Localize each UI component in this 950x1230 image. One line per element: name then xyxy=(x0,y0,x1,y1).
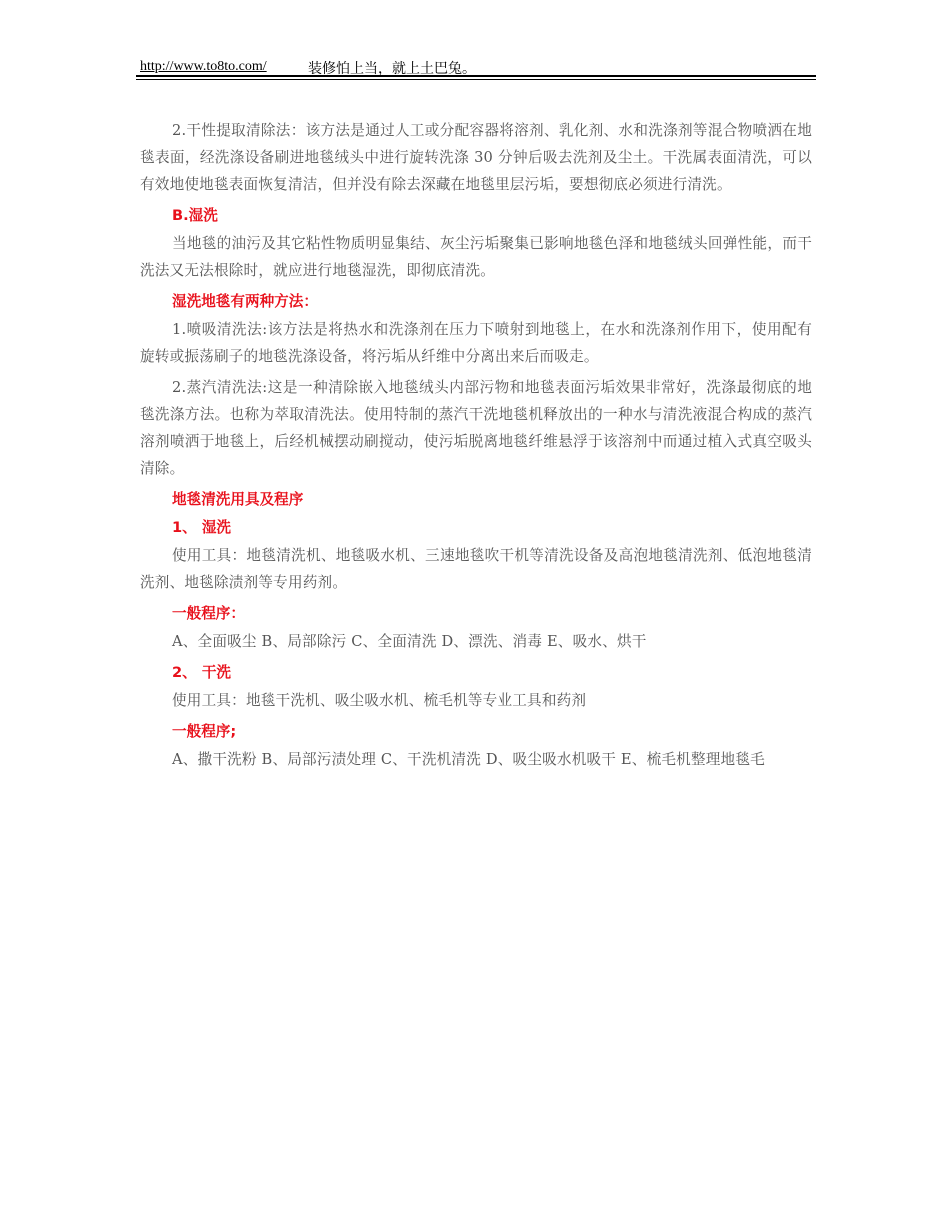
document-body xyxy=(140,117,812,777)
heading-two-wet-methods: 湿洗地毯有两种方法： xyxy=(172,293,318,310)
heading-wet-wash: B.湿洗 xyxy=(172,207,218,224)
paragraph-dry-wash-tools: 使用工具：地毯干洗机、吸尘吸水机、梳毛机等专业工具和药剂 xyxy=(172,692,587,709)
header-rule-thin xyxy=(136,79,816,80)
paragraph-wet-wash-procedure: A、全面吸尘 B、局部除污 C、全面清洗 D、漂洗、消毒 E、吸水、烘干 xyxy=(172,633,647,650)
paragraph-dry-extraction-method: 2.干性提取清除法：该方法是通过人工或分配容器将溶剂、乳化剂、水和洗涤剂等混合物喷洒在地毯表面，经洗涤设备刷进地毯绒头中进行旋转洗涤 30 分钟后吸去洗剂及尘土。干洗属表面清洗，可以有效地使地毯表面恢复清洁，但并没有除去深藏在地毯里层污垢，要想彻底必须进行清洗。 xyxy=(140,122,812,193)
paragraph-wet-wash-intro: 当地毯的油污及其它粘性物质明显集结、灰尘污垢聚集已影响地毯色泽和地毯绒头回弹性能，而干洗法又无法根除时，就应进行地毯湿洗，即彻底清洗。 xyxy=(140,235,812,279)
paragraph-dry-wash-procedure: A、撒干洗粉 B、局部污渍处理 C、干洗机清洗 D、吸尘吸水机吸干 E、梳毛机整理地毯毛 xyxy=(172,751,765,768)
heading-tools-and-procedures: 地毯清洗用具及程序 xyxy=(172,491,304,508)
heading-wet-wash-section: 1、 湿洗 xyxy=(172,519,232,536)
header-rule-thick xyxy=(136,75,816,77)
paragraph-wet-wash-tools: 使用工具：地毯清洗机、地毯吸水机、三速地毯吹干机等清洗设备及高泡地毯清洗剂、低泡地毯清洗剂、地毯除渍剂等专用药剂。 xyxy=(140,547,812,591)
heading-dry-wash-section: 2、 干洗 xyxy=(172,664,232,681)
paragraph-spray-suction-method: 1.喷吸清洗法:该方法是将热水和洗涤剂在压力下喷射到地毯上，在水和洗涤剂作用下，使用配有旋转或振荡刷子的地毯洗涤设备，将污垢从纤维中分离出来后而吸走。 xyxy=(140,321,812,365)
header-url-link[interactable]: http://www.to8to.com/ xyxy=(140,59,267,74)
header-slogan: 装修怕上当，就上土巴兔。 xyxy=(308,61,476,77)
heading-general-procedure-dry: 一般程序; xyxy=(172,723,237,740)
heading-general-procedure-wet: 一般程序： xyxy=(172,605,245,622)
paragraph-steam-method: 2.蒸汽清洗法:这是一种清除嵌入地毯绒头内部污物和地毯表面污垢效果非常好，洗涤最彻底的地毯洗涤方法。也称为萃取清洗法。使用特制的蒸汽干洗地毯机释放出的一种水与清洗液混合构成的蒸汽溶剂喷洒于地毯上，后经机械摆动刷搅动，使污垢脱离地毯纤维悬浮于该溶剂中而通过植入式真空吸头清除。 xyxy=(140,379,812,477)
